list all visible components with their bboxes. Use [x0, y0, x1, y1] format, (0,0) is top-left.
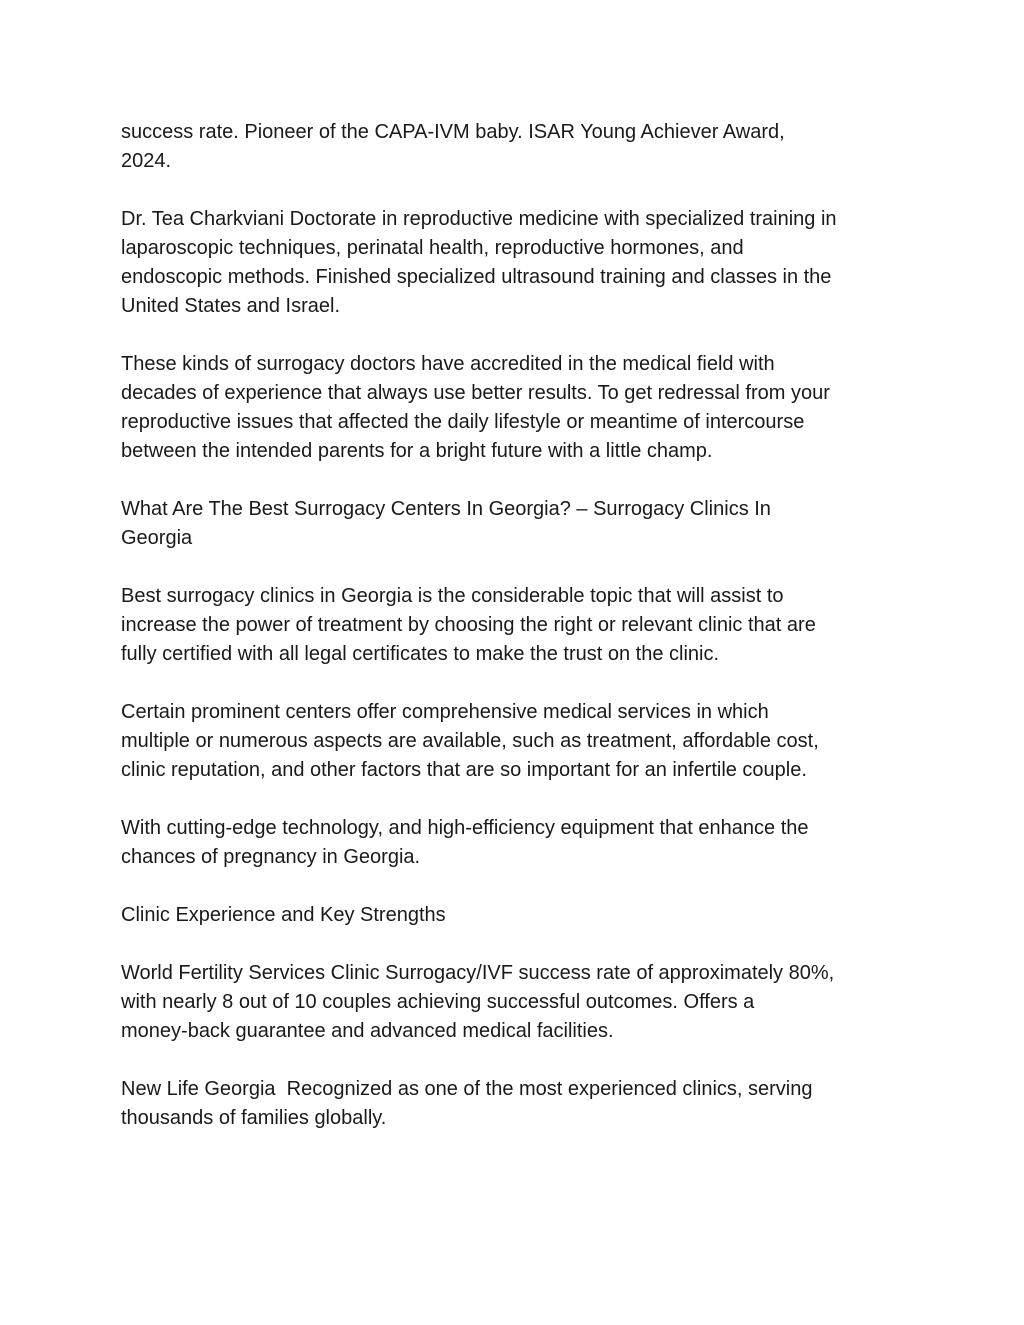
paragraph-award: success rate. Pioneer of the CAPA-IVM baby. ISAR Young Achiever Award, 2024. [121, 121, 785, 172]
paragraph-world-fertility: World Fertility Services Clinic Surrogacy/IVF success rate of approximately 80%, with nearly 8 out of 10 couples achieving successful outcomes. Offers a money-back guarantee and advanced medical facilities. [121, 962, 835, 1042]
paragraph-prominent-centers: Certain prominent centers offer comprehensive medical services in which multiple or numerous aspects are available, such as treatment, affordable cost, clinic reputation, and other factors that are so important for an infertile couple. [121, 701, 819, 781]
paragraph-dr-charkviani: Dr. Tea Charkviani Doctorate in reproductive medicine with specialized training in laparoscopic techniques, perinatal health, reproductive hormones, and endoscopic methods. Finished specialized ultrasound training and classes in the United States and Israel. [121, 208, 837, 317]
document-body [121, 118, 911, 1162]
section-heading-best-centers: What Are The Best Surrogacy Centers In Georgia? – Surrogacy Clinics In Georgia [121, 498, 771, 549]
paragraph-best-clinics: Best surrogacy clinics in Georgia is the considerable topic that will assist to increase the power of treatment by choosing the right or relevant clinic that are fully certified with all legal certificates to make the trust on the clinic. [121, 585, 816, 665]
paragraph-surrogacy-doctors: These kinds of surrogacy doctors have accredited in the medical field with decades of experience that always use better results. To get redressal from your reproductive issues that affected the daily lifestyle or meantime of intercourse between the intended parents for a bright future with a little champ. [121, 353, 830, 462]
paragraph-new-life-georgia: New Life Georgia Recognized as one of the most experienced clinics, serving thousands of families globally. [121, 1078, 813, 1129]
paragraph-technology: With cutting-edge technology, and high-efficiency equipment that enhance the chances of pregnancy in Georgia. [121, 817, 809, 868]
section-heading-clinic-experience: Clinic Experience and Key Strengths [121, 904, 446, 926]
